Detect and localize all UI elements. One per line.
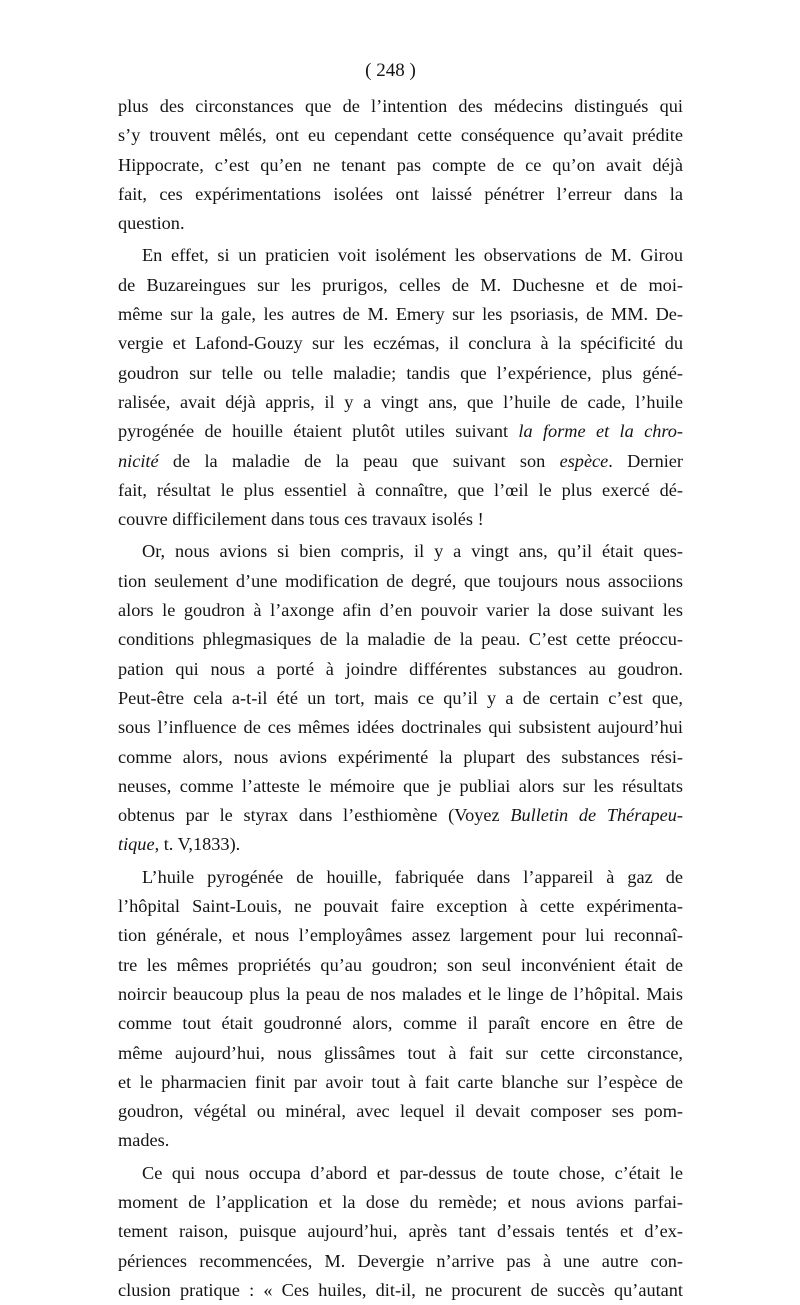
line-text: L’huile pyrogénée de houille, fabriquée dans l’appareil à gaz de <box>142 866 683 887</box>
line-text: tre les mêmes propriétés qu’au goudron; son seul inconvénient était de <box>118 954 683 975</box>
line-text: alors le goudron à l’axonge afin d’en pouvoir varier la dose suivant les <box>118 600 683 621</box>
text-line <box>118 830 683 859</box>
text-line <box>118 241 683 270</box>
text-line <box>118 892 683 921</box>
text-line <box>118 537 683 566</box>
text-line <box>118 1217 683 1246</box>
text-line <box>118 92 683 121</box>
paragraph <box>118 241 683 534</box>
italic-text: espèce <box>559 450 609 471</box>
line-text: tion générale, et nous l’employâmes assez largement pour lui reconnaî- <box>118 925 683 946</box>
line-text: de Buzareingues sur les prurigos, celles de M. Duchesne et de moi- <box>118 274 683 295</box>
line-text: question. <box>118 213 185 234</box>
line-text: mades. <box>118 1130 170 1151</box>
line-text: vergie et Lafond-Gouzy sur les eczémas, il conclura à la spécificité du <box>118 333 683 354</box>
text-line <box>118 596 683 625</box>
text-line <box>118 329 683 358</box>
text-line <box>118 951 683 980</box>
text-line <box>118 772 683 801</box>
line-text: de la maladie de la peau que suivant son <box>158 450 560 471</box>
paragraph <box>118 92 683 238</box>
line-text: fait, ces expérimentations isolées ont laissé pénétrer l’erreur dans la <box>118 183 683 204</box>
line-text: tement raison, puisque aujourd’hui, après tant d’essais tentés et d’ex- <box>118 1221 683 1242</box>
line-text: , t. V,1833). <box>154 834 241 855</box>
line-text: clusion pratique : « Ces huiles, dit-il, ne procurent de succès qu’autant <box>118 1279 683 1300</box>
paragraph <box>118 1159 683 1305</box>
text-line <box>118 359 683 388</box>
text-line <box>118 743 683 772</box>
italic-text: nicité <box>118 450 159 471</box>
line-text: fait, résultat le plus essentiel à connaître, que l’œil le plus exercé dé- <box>118 479 683 500</box>
line-text: Ce qui nous occupa d’abord et par-dessus de toute chose, c’était le <box>142 1162 683 1183</box>
paragraph <box>118 863 683 1156</box>
text-line <box>118 625 683 654</box>
line-text: périences recommencées, M. Devergie n’arrive pas à une autre con- <box>118 1250 683 1271</box>
italic-text: la forme et la chro- <box>518 421 683 442</box>
line-text: Or, nous avions si bien compris, il y a vingt ans, qu’il était ques- <box>142 541 683 562</box>
text-line <box>118 271 683 300</box>
text-line <box>118 388 683 417</box>
italic-text: Bulletin de Thérapeu- <box>510 805 683 826</box>
text-line <box>118 801 683 830</box>
line-text: sous l’influence de ces mêmes idées doctrinales qui subsistent aujourd’hui <box>118 717 683 738</box>
text-line <box>118 300 683 329</box>
page-number: ( 248 ) <box>365 60 416 81</box>
line-text: conditions phlegmasiques de la maladie de la peau. C’est cette préoccu- <box>118 629 683 650</box>
line-text: goudron, végétal ou minéral, avec lequel il devait composer ses pom- <box>118 1101 683 1122</box>
text-line <box>118 655 683 684</box>
text-line <box>118 151 683 180</box>
line-text: Hippocrate, c’est qu’en ne tenant pas compte de ce qu’on avait déjà <box>118 154 683 175</box>
italic-text: tique <box>118 834 155 855</box>
text-line <box>118 713 683 742</box>
line-text: ralisée, avait déjà appris, il y a vingt ans, que l’huile de cade, l’huile <box>118 391 683 412</box>
line-text: l’hôpital Saint-Louis, ne pouvait faire exception à cette expérimenta- <box>118 896 683 917</box>
text-line <box>118 209 683 238</box>
line-text: obtenus par le styrax dans l’esthiomène (Voyez <box>118 805 511 826</box>
text-line <box>118 921 683 950</box>
line-text: pyrogénée de houille étaient plutôt utiles suivant <box>118 421 519 442</box>
text-line <box>118 1159 683 1188</box>
line-text: et le pharmacien finit par avoir tout à fait carte blanche sur l’espèce de <box>118 1071 683 1092</box>
text-line <box>118 980 683 1009</box>
text-line <box>118 1188 683 1217</box>
line-text: même aujourd’hui, nous glissâmes tout à fait sur cette circonstance, <box>118 1042 683 1063</box>
text-line <box>118 567 683 596</box>
line-text: neuses, comme l’atteste le mémoire que je publiai alors sur les résultats <box>118 775 683 796</box>
text-line <box>118 505 683 534</box>
text-line <box>118 417 683 446</box>
line-text: moment de l’application et la dose du remède; et nous avions parfai- <box>118 1191 683 1212</box>
book-page <box>118 58 683 1305</box>
line-text: . Dernier <box>608 450 683 471</box>
text-line <box>118 1126 683 1155</box>
line-text: même sur la gale, les autres de M. Emery sur les psoriasis, de MM. De- <box>118 304 683 325</box>
line-text: comme alors, nous avions expérimenté la plupart des substances rési- <box>118 746 683 767</box>
text-line <box>118 1009 683 1038</box>
line-text: couvre difficilement dans tous ces travaux isolés ! <box>118 509 484 530</box>
paragraph <box>118 537 683 859</box>
line-text: Peut-être cela a-t-il été un tort, mais ce qu’il y a de certain c’est que, <box>118 687 683 708</box>
line-text: goudron sur telle ou telle maladie; tandis que l’expérience, plus géné- <box>118 362 683 383</box>
text-line <box>118 863 683 892</box>
line-text: tion seulement d’une modification de degré, que toujours nous associions <box>118 570 683 591</box>
text-line <box>118 1276 683 1305</box>
text-line <box>118 1247 683 1276</box>
text-line <box>118 180 683 209</box>
line-text: pation qui nous a porté à joindre différentes substances au goudron. <box>118 658 683 679</box>
line-text: En effet, si un praticien voit isolément les observations de M. Girou <box>142 245 683 266</box>
text-line <box>118 1097 683 1126</box>
text-line <box>118 684 683 713</box>
text-line <box>118 1039 683 1068</box>
page-body <box>118 92 683 1305</box>
text-line <box>118 476 683 505</box>
text-line <box>118 447 683 476</box>
text-line <box>118 121 683 150</box>
line-text: noircir beaucoup plus la peau de nos malades et le linge de l’hôpital. Mais <box>118 983 683 1004</box>
line-text: plus des circonstances que de l’intention des médecins distingués qui <box>118 96 683 116</box>
text-line <box>118 1068 683 1097</box>
line-text: s’y trouvent mêlés, ont eu cependant cette conséquence qu’avait prédite <box>118 125 683 146</box>
line-text: comme tout était goudronné alors, comme il paraît encore en être de <box>118 1013 683 1034</box>
